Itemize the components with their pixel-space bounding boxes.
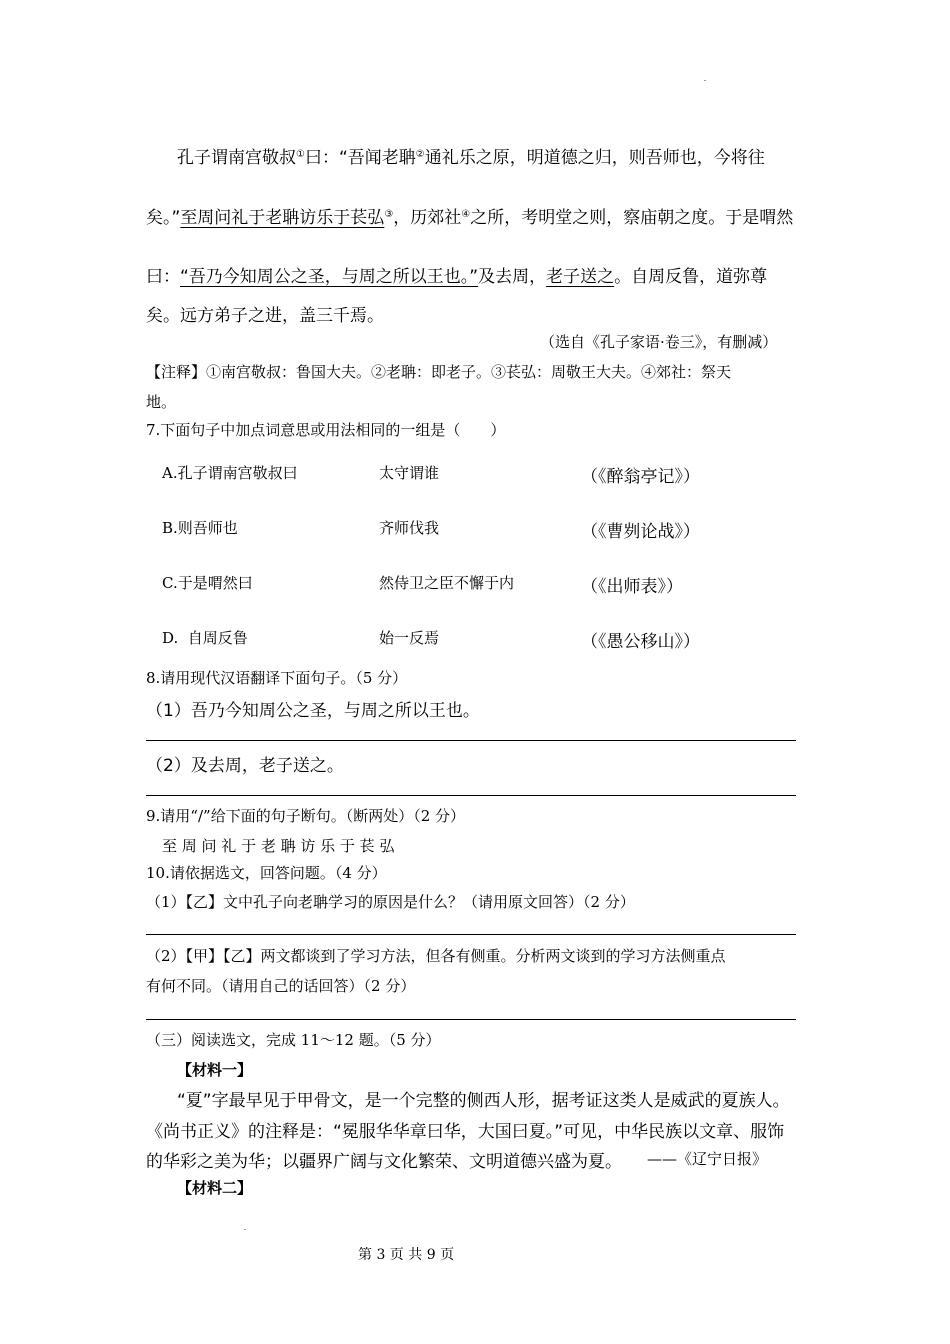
note-mark: ③ [384, 209, 394, 220]
passage-source: （选自《孔子家语·卷三》，有删减） [540, 333, 778, 351]
q9-sentence: 至 周 问 礼 于 老 聃 访 乐 于 苌 弘 [162, 837, 395, 855]
answer-line-q10-2[interactable] [146, 1019, 796, 1020]
q7-option-c-left: C.于是喟然曰 [162, 574, 253, 592]
q7-option-b-right: 齐师伐我 [379, 519, 440, 537]
q7-option-d-source: （《愚公移山》） [581, 632, 700, 652]
answer-line-q10-1[interactable] [146, 934, 796, 935]
answer-line-q8-2[interactable] [146, 795, 796, 796]
question-7-stem: 7.下面句子中加点词意思或用法相同的一组是（ ） [146, 421, 506, 439]
q7-option-b-source: （《曹刿论战》） [581, 522, 700, 542]
q7-option-a-right: 太守谓谁 [379, 464, 440, 482]
text: 。自周反鲁，道弥尊 [614, 267, 768, 287]
q7-option-a-left: A.孔子谓南宫敬叔曰 [162, 464, 298, 482]
material-1-heading: 【材料一】 [177, 1061, 253, 1079]
q7-option-a-source: （《醉翁亭记》） [581, 467, 700, 487]
text: 之所，考明堂之则，察庙朝之度。于是喟然 [470, 208, 794, 228]
q10-sub-1: （1）【乙】文中孔子向老聃学习的原因是什么？（请用原文回答）（2 分） [146, 893, 635, 911]
text: 矣。” [146, 208, 181, 228]
answer-line-q8-1[interactable] [146, 740, 796, 741]
material-2-heading: 【材料二】 [177, 1179, 253, 1197]
q7-option-b-left: B.则吾师也 [162, 519, 238, 537]
material-1-source: ——《辽宁日报》 [647, 1150, 768, 1168]
q8-sentence-1: （1）吾乃今知周公之圣，与周之所以王也。 [146, 701, 480, 721]
note-mark: ④ [461, 209, 471, 220]
note-mark: ① [296, 149, 305, 160]
section-3-title: （三）阅读选文，完成 11～12 题。（5 分） [146, 1031, 441, 1049]
passage-line-2 [146, 203, 793, 228]
q10-sub-2-line-1: （2）【甲】【乙】两文都谈到了学习方法，但各有侧重。分析两文谈到的学习方法侧重点 [146, 947, 726, 965]
text: 曰：“吾闻老聃 [304, 148, 416, 168]
question-8-stem: 8.请用现代汉语翻译下面句子。（5 分） [146, 669, 408, 687]
note-mark: ② [415, 149, 425, 160]
q10-sub-2-line-2: 有何不同。（请用自己的话回答）（2 分） [146, 977, 416, 995]
text: 孔子谓南宫敬叔 [177, 148, 296, 168]
question-10-stem: 10.请依据选文，回答问题。（4 分） [146, 864, 387, 882]
q7-option-d-right: 始一反焉 [379, 629, 440, 647]
q7-option-c-source: （《出师表》） [581, 577, 683, 597]
corner-mark [704, 80, 706, 81]
q7-option-c-right: 然侍卫之臣不懈于内 [379, 574, 515, 592]
material-1-line-3: 的华彩之美为华；以疆界广阔与文化繁荣、文明道德兴盛为夏。 [146, 1152, 622, 1172]
passage-line-4: 矣。远方弟子之进，盖三千焉。 [146, 306, 384, 326]
underlined-sentence-3: 老子送之 [546, 267, 615, 287]
passage-line-3 [146, 262, 767, 287]
text: 及去周， [478, 267, 547, 287]
corner-mark [244, 1229, 246, 1230]
notes-line-2: 地。 [146, 393, 177, 411]
passage-line-1 [177, 143, 765, 168]
q7-option-d-left: D. 自周反鲁 [162, 629, 248, 647]
page-footer: 第 3 页 共 9 页 [358, 1247, 455, 1263]
underlined-sentence-2: “吾乃今知周公之圣，与周之所以王也。” [180, 267, 479, 287]
text: ，历郊社 [393, 208, 462, 228]
material-1-line-1: “夏”字最早见于甲骨文，是一个完整的侧西人形，据考证这类人是威武的夏族人。 [177, 1091, 790, 1111]
q8-sentence-2: （2）及去周，老子送之。 [146, 756, 344, 776]
material-1-line-2: 《尚书正义》的注释是：“冕服华华章曰华，大国曰夏。”可见，中华民族以文章、服饰 [146, 1122, 785, 1142]
underlined-sentence-1: 至周问礼于老聃访乐于苌弘 [180, 208, 385, 228]
text: 通礼乐之原，明道德之归，则吾师也，今将往 [424, 148, 765, 168]
notes-line-1: 【注释】①南宫敬叔：鲁国大夫。②老聃：即老子。③苌弘：周敬王大夫。④郊社：祭天 [146, 363, 732, 381]
question-9-stem: 9.请用“/”给下面的句子断句。（断两处）（2 分） [146, 807, 466, 825]
text: 曰： [146, 267, 180, 287]
